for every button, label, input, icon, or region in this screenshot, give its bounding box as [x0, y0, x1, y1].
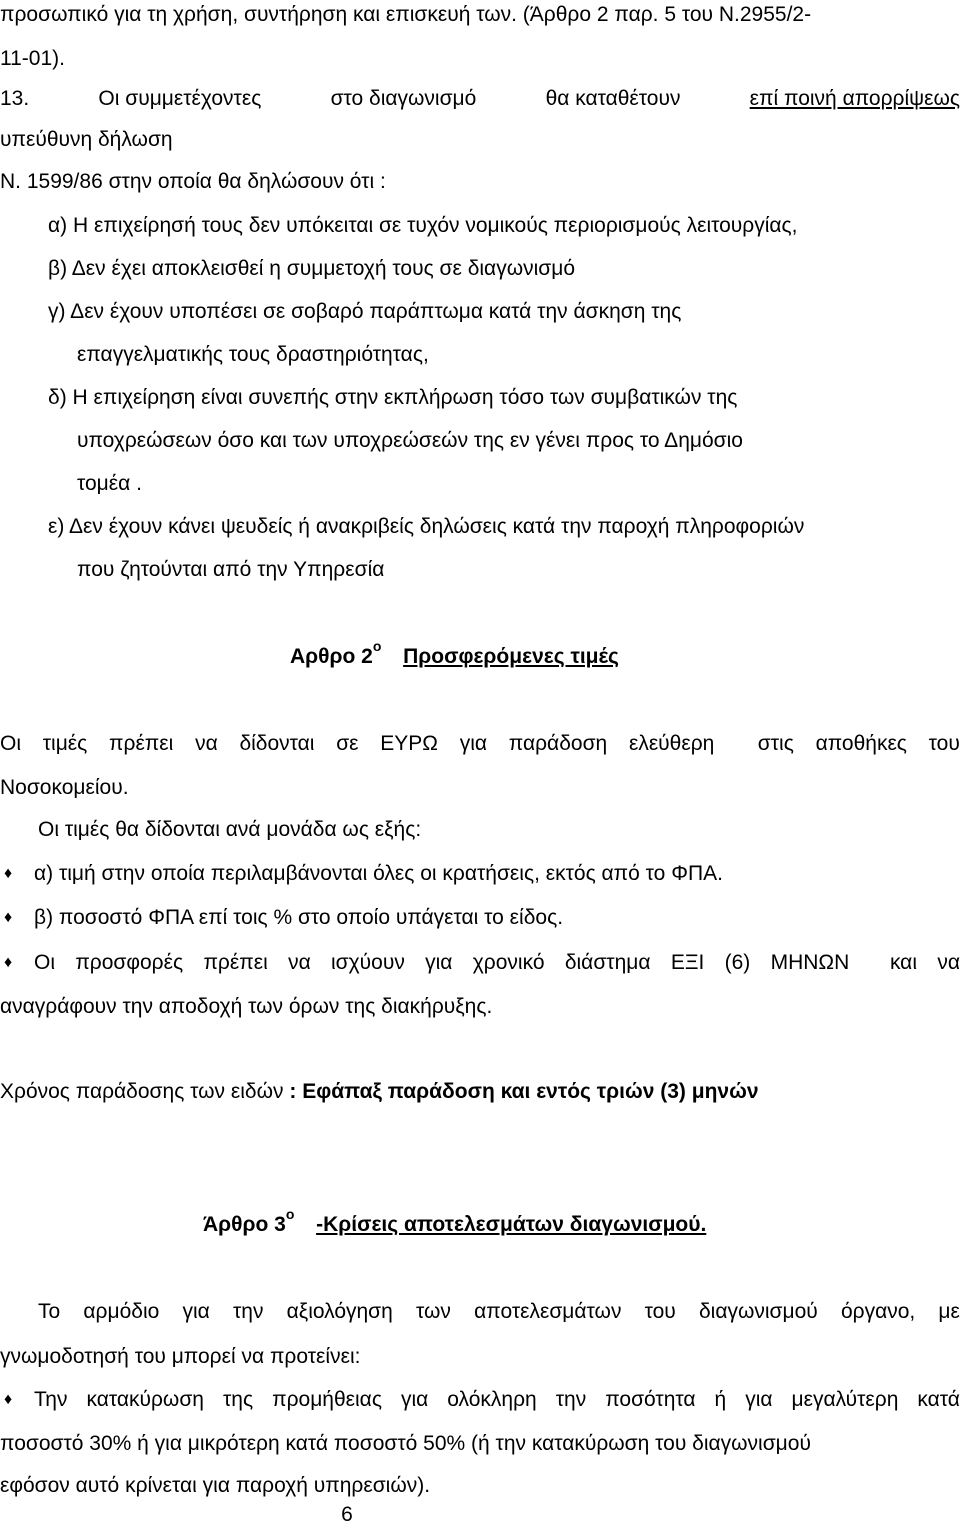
list-item-d: δ) Η επιχείρηση είναι συνεπής στην εκπλήρωση τόσο των συμβατικών της [48, 386, 738, 409]
list-item-a: α) Η επιχείρησή τους δεν υπόκειται σε τυχόν νομικούς περιορισμούς λειτουργίας, [48, 214, 798, 237]
text-word: για [459, 732, 488, 755]
text-word: Οι [34, 951, 55, 974]
text-word: ποσότητα [605, 1388, 696, 1411]
text-word: ΜΗΝΩΝ [770, 951, 850, 974]
delivery-label: Χρόνος παράδοσης των ειδών [0, 1080, 284, 1103]
text-word: αρμόδιο [83, 1300, 160, 1323]
text-word: χρονικό [472, 951, 545, 974]
text-word: για [745, 1388, 773, 1411]
bullet-item [34, 1388, 960, 1412]
text-word: αξιολόγηση [286, 1300, 393, 1323]
bullet-item: β) ποσοστό ΦΠΑ επί τοις % στο οποίο υπάγεται το είδος. [34, 906, 564, 929]
heading-title: -Κρίσεις αποτελεσμάτων διαγωνισμού. [316, 1213, 707, 1236]
text-word: διαγωνισμού [698, 1300, 818, 1323]
text-word: μεγαλύτερη [791, 1388, 899, 1411]
text-word: να [195, 732, 218, 755]
text-word: του [928, 732, 960, 755]
text-word: ολόκληρη [447, 1388, 537, 1411]
text-word: Την [34, 1388, 68, 1411]
text-word: Το [38, 1300, 61, 1323]
heading-superscript: ο [372, 638, 382, 654]
list-item-c: γ) Δεν έχουν υποπέσει σε σοβαρό παράπτωμα κατά την άσκηση της [48, 300, 682, 323]
text-word: πρέπει [203, 951, 268, 974]
text-word: για [400, 1388, 429, 1411]
text-word: Οι συμμετέχοντες [98, 87, 262, 110]
text-line: προσωπικό για τη χρήση, συντήρηση και επισκευή των. (Άρθρο 2 παρ. 5 του Ν.2955/2- [0, 3, 812, 26]
text-word: πρέπει [109, 732, 174, 755]
bullet-diamond-icon: ♦ [4, 954, 13, 971]
text-word: ισχύουν [331, 951, 405, 974]
text-word: αποθήκες [815, 732, 907, 755]
text-word: προμήθειας [272, 1388, 382, 1411]
article-3-heading [203, 1206, 707, 1237]
heading-superscript: ο [285, 1206, 295, 1222]
article-3-paragraph-1 [38, 1300, 960, 1324]
heading-prefix: Άρθρο 3 [203, 1213, 286, 1236]
text-word: σε [336, 732, 359, 755]
text-word: παράδοση [508, 732, 608, 755]
text-word: θα καταθέτουν [545, 87, 681, 110]
text-word: διάστημα [564, 951, 651, 974]
text-word: κατακύρωση [86, 1388, 204, 1411]
list-item-c-cont: επαγγελματικής τους δραστηριότητας, [77, 343, 429, 366]
text-word: με [938, 1300, 960, 1323]
text-line: υπεύθυνη δήλωση [0, 128, 173, 151]
delivery-value: Εφάπαξ παράδοση και εντός τριών (3) μηνών [302, 1080, 759, 1103]
list-item-e-cont: που ζητούνται από την Υπηρεσία [77, 558, 385, 581]
text-word: Οι [0, 732, 21, 755]
text-word: για [182, 1300, 210, 1323]
heading-prefix: Αρθρο 2 [290, 645, 373, 668]
underlined-phrase: επί ποινή απορρίψεως [749, 87, 960, 110]
text-line: Οι τιμές θα δίδονται ανά μονάδα ως εξής: [38, 818, 422, 841]
text-word: για [425, 951, 453, 974]
list-item-b: β) Δεν έχει αποκλεισθεί η συμμετοχή τους σε διαγωνισμό [48, 257, 575, 280]
text-word: των [416, 1300, 451, 1323]
bullet-diamond-icon: ♦ [4, 865, 13, 882]
text-word: (6) [724, 951, 751, 974]
text-word: την [232, 1300, 264, 1323]
text-word: να [937, 951, 960, 974]
text-line: 11-01). [0, 47, 65, 70]
text-word: του [644, 1300, 676, 1323]
text-word: την [555, 1388, 587, 1411]
text-word: προσφορές [75, 951, 184, 974]
bullet-diamond-icon: ♦ [4, 1391, 13, 1408]
list-item-e: ε) Δεν έχουν κάνει ψευδείς ή ανακριβείς δηλώσεις κατά την παροχή πληροφοριών [48, 515, 805, 538]
text-word: αποτελεσμάτων [474, 1300, 622, 1323]
article-2-paragraph-1 [0, 732, 960, 756]
text-word: να [288, 951, 311, 974]
heading-title: Προσφερόμενες τιμές [403, 645, 619, 668]
delivery-colon: : [289, 1080, 297, 1103]
bullet-item [34, 951, 960, 975]
text-word: ΕΥΡΩ [380, 732, 438, 755]
text-word: κατά [917, 1388, 960, 1411]
text-line: γνωμοδοτησή του μπορεί να προτείνει: [0, 1345, 361, 1368]
text-word: ΕΞΙ [670, 951, 705, 974]
delivery-line [0, 1080, 759, 1104]
text-word: στις [757, 732, 794, 755]
text-line: Νοσοκομείου. [0, 776, 129, 799]
text-word: στο διαγωνισμό [330, 87, 477, 110]
article-2-heading [290, 638, 619, 669]
item-13-line [0, 87, 960, 111]
text-line: Ν. 1599/86 στην οποία θα δηλώσουν ότι : [0, 170, 386, 193]
text-word: δίδονται [239, 732, 315, 755]
page-number: 6 [341, 1503, 353, 1526]
text-line: αναγράφουν την αποδοχή των όρων της διακήρυξης. [0, 995, 493, 1018]
bullet-diamond-icon: ♦ [4, 909, 13, 926]
text-word: τιμές [42, 732, 88, 755]
text-word: της [222, 1388, 254, 1411]
list-item-d-cont: τομέα . [77, 472, 142, 495]
item-13-number: 13. [0, 87, 30, 110]
text-line: ποσοστό 30% ή για μικρότερη κατά ποσοστό 50% (ή την κατακύρωση του διαγωνισμού [0, 1432, 811, 1455]
text-word: και [889, 951, 917, 974]
list-item-d-cont: υποχρεώσεων όσο και των υποχρεώσεών της εν γένει προς το Δημόσιο [77, 429, 743, 452]
text-word: ελεύθερη [628, 732, 715, 755]
text-word: ή [714, 1388, 727, 1411]
text-line: εφόσον αυτό κρίνεται για παροχή υπηρεσιών). [0, 1474, 431, 1497]
text-word: όργανο, [840, 1300, 916, 1323]
bullet-item: α) τιμή στην οποία περιλαμβάνονται όλες οι κρατήσεις, εκτός από το ΦΠΑ. [34, 862, 723, 885]
